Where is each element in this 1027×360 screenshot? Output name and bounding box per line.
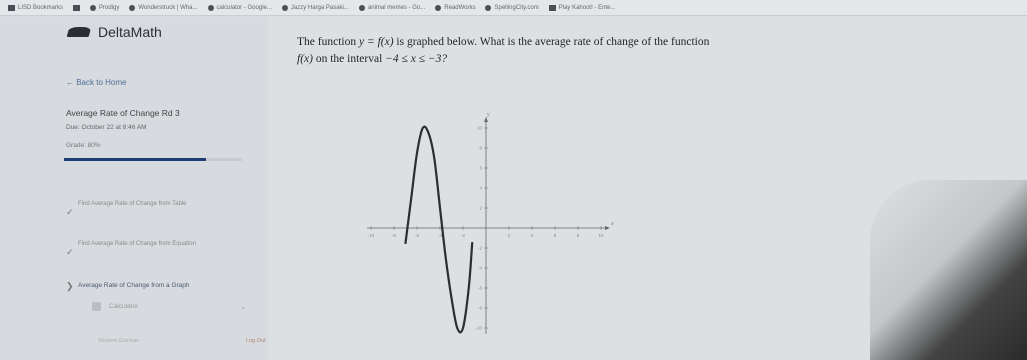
bookmark-label: Wonderstruck | Wha... xyxy=(138,4,198,11)
question-line1-pre: The function xyxy=(297,36,359,48)
check-icon: ✓ xyxy=(66,207,74,217)
x-tick-label: -10 xyxy=(367,233,375,238)
bookmark-item[interactable] xyxy=(208,5,272,11)
deltamath-logo-icon xyxy=(67,27,92,37)
globe-icon xyxy=(485,5,491,11)
bookmark-item[interactable] xyxy=(282,5,349,11)
task-item-graph[interactable] xyxy=(66,282,216,290)
y-tick-label: -4 xyxy=(477,265,482,271)
logout-link[interactable]: Log Out xyxy=(246,338,266,344)
y-tick-label: 8 xyxy=(479,145,482,151)
bookmark-label: ReadWorks xyxy=(444,4,476,11)
calculator-icon xyxy=(92,302,101,311)
interval: −4 ≤ x ≤ −3? xyxy=(385,53,448,65)
grade-progress-fill xyxy=(64,158,206,161)
x-tick-label: -4 xyxy=(437,233,443,238)
bookmark-item[interactable] xyxy=(90,5,119,11)
brand[interactable] xyxy=(68,24,162,40)
bookmark-item[interactable] xyxy=(129,5,197,11)
y-tick-label: 2 xyxy=(479,205,482,211)
bookmark-item[interactable] xyxy=(549,5,616,11)
globe-icon xyxy=(282,5,288,11)
task-item-equation[interactable] xyxy=(66,240,216,257)
chevron-down-icon[interactable]: ⌄ xyxy=(240,302,247,311)
x-tick-label: -6 xyxy=(414,233,420,238)
bookmark-label: animal memes - Go... xyxy=(367,4,426,11)
task-label: Find Average Rate of Change from Table xyxy=(78,201,187,207)
x-tick-label: -8 xyxy=(391,233,397,238)
bookmark-label: Jazzy Harga Pasaki... xyxy=(290,4,349,11)
x-axis-arrow-icon xyxy=(605,226,610,230)
globe-icon xyxy=(435,5,441,11)
task-item-table[interactable] xyxy=(66,200,216,217)
due-date: Due: October 22 at 8:46 AM xyxy=(66,124,147,131)
bookmarks-bar xyxy=(0,0,1027,16)
globe-icon xyxy=(129,5,135,11)
function-expression: y = f(x) xyxy=(358,36,394,48)
check-icon: ✓ xyxy=(66,247,74,257)
brand-name: DeltaMath xyxy=(98,24,162,40)
x-tick-label: 8 xyxy=(576,233,580,238)
y-tick-label: -10 xyxy=(475,325,482,331)
x-tick-label: 6 xyxy=(553,233,557,238)
grid-icon xyxy=(73,5,80,11)
bookmark-label: calculator - Google... xyxy=(216,4,272,11)
bookmark-item[interactable] xyxy=(359,5,425,11)
square-icon xyxy=(549,5,556,11)
current-task-arrow-icon: ❯ xyxy=(66,281,74,291)
globe-icon xyxy=(208,5,214,11)
bookmark-item[interactable] xyxy=(485,5,538,11)
calculator-label: Calculator xyxy=(109,303,139,310)
x-tick-label: 4 xyxy=(530,233,534,238)
x-tick-label: 10 xyxy=(598,233,604,238)
y-axis-label: y xyxy=(487,112,490,118)
y-tick-label: -2 xyxy=(477,245,482,251)
question-line1-post: is graphed below. What is the average rate of change of the function xyxy=(393,36,710,48)
task-label: Find Average Rate of Change from Equation xyxy=(78,241,196,247)
grade-text: Grade: 80% xyxy=(66,142,101,149)
function-curve xyxy=(406,127,473,333)
globe-icon xyxy=(90,5,96,11)
task-label: Average Rate of Change from a Graph xyxy=(78,282,190,289)
tab-icon xyxy=(8,5,15,11)
y-tick-label: 10 xyxy=(476,125,482,131)
question-line2-mid: on the interval xyxy=(312,53,386,65)
x-tick-label: -2 xyxy=(460,233,466,238)
bookmark-item[interactable] xyxy=(73,5,80,11)
globe-icon xyxy=(359,5,365,11)
question-text xyxy=(297,34,827,68)
calculator-toggle[interactable] xyxy=(92,302,138,311)
function-name: f(x) xyxy=(297,53,313,65)
user-name: Student Guzman xyxy=(98,338,140,344)
y-tick-label: 4 xyxy=(479,185,482,191)
y-tick-label: -8 xyxy=(477,305,482,311)
back-to-home-link[interactable]: ← Back to Home xyxy=(66,78,127,87)
bookmark-item[interactable] xyxy=(435,5,475,11)
bookmark-label: Play Kahoot! - Ente... xyxy=(558,4,616,11)
x-axis-label: x xyxy=(611,221,614,227)
y-tick-label: -6 xyxy=(477,285,482,291)
assignment-title: Average Rate of Change Rd 3 xyxy=(66,108,180,118)
x-tick-label: 2 xyxy=(507,233,511,238)
bookmark-label: SpellingCity.com xyxy=(494,4,539,11)
bookmark-label: LISD Bookmarks xyxy=(18,4,64,11)
function-graph xyxy=(360,88,620,360)
bookmark-item[interactable] xyxy=(8,5,63,11)
photo-foreground-object xyxy=(870,180,1027,360)
grade-progress-bar xyxy=(64,158,242,161)
y-tick-label: 6 xyxy=(479,165,482,171)
bookmark-label: Prodigy xyxy=(99,4,120,11)
